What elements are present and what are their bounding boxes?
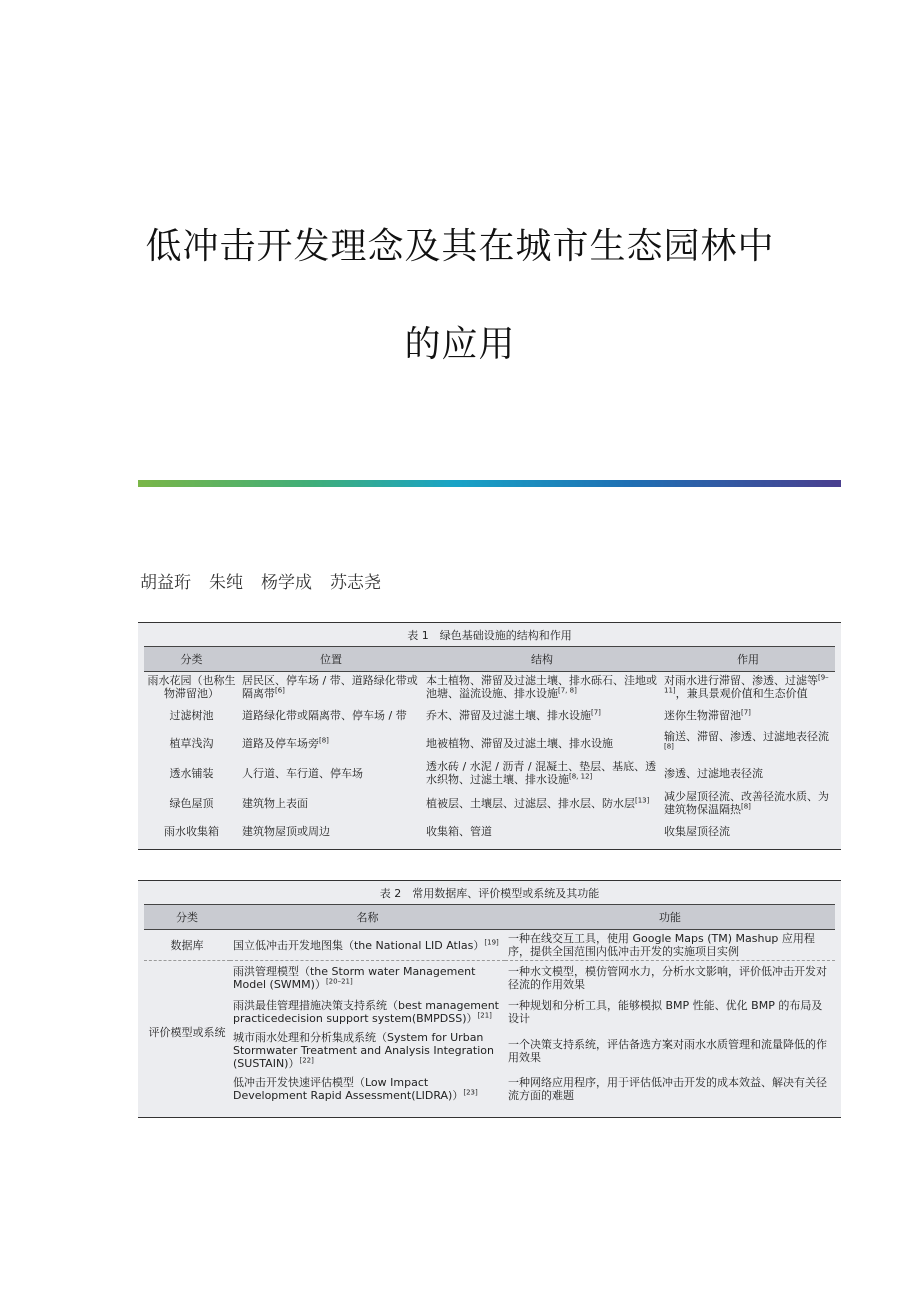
cell-text: 植被层、土壤层、过滤层、排水层、防水层 <box>426 796 635 810</box>
cell-text: 雨洪最佳管理措施决策支持系统（best management practicedecision support system(BMPDSS)） <box>233 998 499 1025</box>
citation: [8] <box>319 735 329 744</box>
column-header: 名称 <box>230 905 505 930</box>
cell-text: 道路绿化带或隔离带、停车场 / 带 <box>242 708 407 722</box>
category-cell: 评价模型或系统 <box>144 961 230 1105</box>
location-cell <box>239 672 423 703</box>
category-cell: 绿色屋顶 <box>169 796 214 810</box>
column-header: 功能 <box>505 905 835 930</box>
cell-text: 雨洪管理模型（the Storm water Management Model (SWMM)） <box>233 964 476 991</box>
function-cell <box>661 672 835 703</box>
author-list <box>140 568 381 593</box>
cell-text: 城市雨水处理和分析集成系统（System for Urban Stormwater Treatment and Analysis Integration (SUSTAIN)） <box>233 1031 494 1070</box>
category-cell: 过滤树池 <box>169 708 214 722</box>
function-cell: 一种规划和分析工具，能够模拟 BMP 性能、优化 BMP 的布局及设计 <box>508 998 823 1025</box>
table-1-grid <box>144 646 835 844</box>
column-header: 分类 <box>144 647 239 672</box>
category-cell: 雨水花园（也称生物滞留池） <box>147 674 236 700</box>
cell-text: 建筑物上表面 <box>242 796 308 810</box>
table-row <box>144 702 835 728</box>
table-2 <box>138 880 841 1118</box>
table-row <box>144 961 835 995</box>
function-cell: 一种网络应用程序，用于评估低冲击开发的成本效益、解决有关径流方面的难题 <box>508 1075 827 1102</box>
citation: [7] <box>741 707 751 716</box>
function-cell <box>661 758 835 788</box>
cell-text: 渗透、过滤地表径流 <box>664 766 763 780</box>
table-row <box>144 995 835 1029</box>
category-cell: 透水铺装 <box>169 766 214 780</box>
document-title-line-2: 的应用 <box>404 324 516 365</box>
document-title-line-1: 低冲击开发理念及其在城市生态园林中 <box>145 226 775 267</box>
category-cell: 雨水收集箱 <box>164 824 219 838</box>
citation: [21] <box>477 1010 492 1019</box>
structure-cell <box>423 672 661 703</box>
table-row <box>144 758 835 788</box>
table-row <box>144 1073 835 1105</box>
citation: [22] <box>299 1056 314 1065</box>
cell-text: 建筑物屋顶或周边 <box>242 824 330 838</box>
location-cell <box>239 818 423 844</box>
cell-text: 人行道、车行道、停车场 <box>242 766 363 780</box>
name-cell <box>230 961 505 995</box>
cell-text: 迷你生物滞留池 <box>664 708 741 722</box>
author-name: 苏志尧 <box>330 573 381 593</box>
location-cell <box>239 788 423 818</box>
table-2-grid <box>144 904 835 1105</box>
name-cell <box>230 995 505 1029</box>
citation: [7] <box>591 707 601 716</box>
cell-text: 输送、滞留、渗透、过滤地表径流 <box>664 730 829 743</box>
cell-text: 地被植物、滞留及过滤土壤、排水设施 <box>426 736 613 750</box>
column-header: 作用 <box>661 647 835 672</box>
function-cell <box>661 728 835 758</box>
name-cell <box>230 930 505 961</box>
cell-text: 收集屋顶径流 <box>664 824 730 838</box>
structure-cell <box>423 758 661 788</box>
name-cell <box>230 1073 505 1105</box>
function-cell <box>661 702 835 728</box>
cell-text: 乔木、滞留及过滤土壤、排水设施 <box>426 708 591 722</box>
structure-cell <box>423 818 661 844</box>
gradient-divider <box>138 480 841 487</box>
cell-text: 收集箱、管道 <box>426 824 492 838</box>
cell-text: 透水砖 / 水泥 / 沥青 / 混凝土、垫层、基底、透水织物、过滤土壤、排水设施 <box>426 760 657 786</box>
column-header: 结构 <box>423 647 661 672</box>
cell-text: 本土植物、滞留及过滤土壤、排水砾石、洼地或池塘、溢流设施、排水设施 <box>426 674 657 700</box>
category-cell: 数据库 <box>170 938 204 952</box>
category-cell: 植草浅沟 <box>169 736 214 750</box>
column-header: 分类 <box>144 905 230 930</box>
table-row <box>144 818 835 844</box>
cell-text: 减少屋顶径流、改善径流水质、为建筑物保温隔热 <box>664 790 829 816</box>
table-1 <box>138 622 841 850</box>
citation: [9–11] <box>664 673 829 695</box>
table-header-row <box>144 647 835 672</box>
function-cell <box>661 788 835 818</box>
column-header: 位置 <box>239 647 423 672</box>
location-cell <box>239 758 423 788</box>
table-row <box>144 788 835 818</box>
structure-cell <box>423 702 661 728</box>
citation: [8, 12] <box>569 772 593 781</box>
location-cell <box>239 702 423 728</box>
table-row <box>144 728 835 758</box>
table-1-caption: 表 1 绿色基础设施的结构和作用 <box>407 629 572 642</box>
function-cell: 一个决策支持系统，评估备选方案对雨水水质管理和流量降低的作用效果 <box>508 1037 827 1064</box>
cell-text: 低冲击开发快速评估模型（Low Impact Development Rapid Assessment(LIDRA)） <box>233 1075 464 1102</box>
table-2-caption: 表 2 常用数据库、评价模型或系统及其功能 <box>379 887 600 900</box>
name-cell <box>230 1029 505 1073</box>
table-row <box>144 1029 835 1073</box>
cell-text: 居民区、停车场 / 带、道路绿化带或隔离带 <box>242 674 418 700</box>
structure-cell <box>423 788 661 818</box>
author-name: 胡益珩 <box>140 573 191 593</box>
citation: [20–21] <box>325 977 353 986</box>
citation: [8] <box>741 802 751 811</box>
citation: [23] <box>463 1087 478 1096</box>
function-cell <box>661 818 835 844</box>
author-name: 朱纯 <box>209 573 243 593</box>
citation: [13] <box>635 795 650 804</box>
citation: [19] <box>484 937 499 946</box>
structure-cell <box>423 728 661 758</box>
citation: [7, 8] <box>558 686 577 695</box>
table-row <box>144 672 835 703</box>
table-row <box>144 930 835 961</box>
citation: [8] <box>664 742 674 751</box>
cell-text: 国立低冲击开发地图集（the National LID Atlas） <box>233 938 485 952</box>
function-cell: 一种水文模型，模仿管网水力，分析水文影响，评价低冲击开发对径流的作用效果 <box>505 961 835 995</box>
location-cell <box>239 728 423 758</box>
function-cell: 一种在线交互工具，使用 Google Maps (TM) Mashup 应用程序，提供全国范围内低冲击开发的实施项目实例 <box>508 932 815 958</box>
cell-text: 道路及停车场旁 <box>242 736 319 750</box>
citation: [6] <box>275 686 285 695</box>
table-header-row <box>144 905 835 930</box>
cell-text: ，兼具景观价值和生态价值 <box>675 687 808 700</box>
author-name: 杨学成 <box>261 573 312 593</box>
cell-text: 对雨水进行滞留、渗透、过滤等 <box>664 674 818 687</box>
